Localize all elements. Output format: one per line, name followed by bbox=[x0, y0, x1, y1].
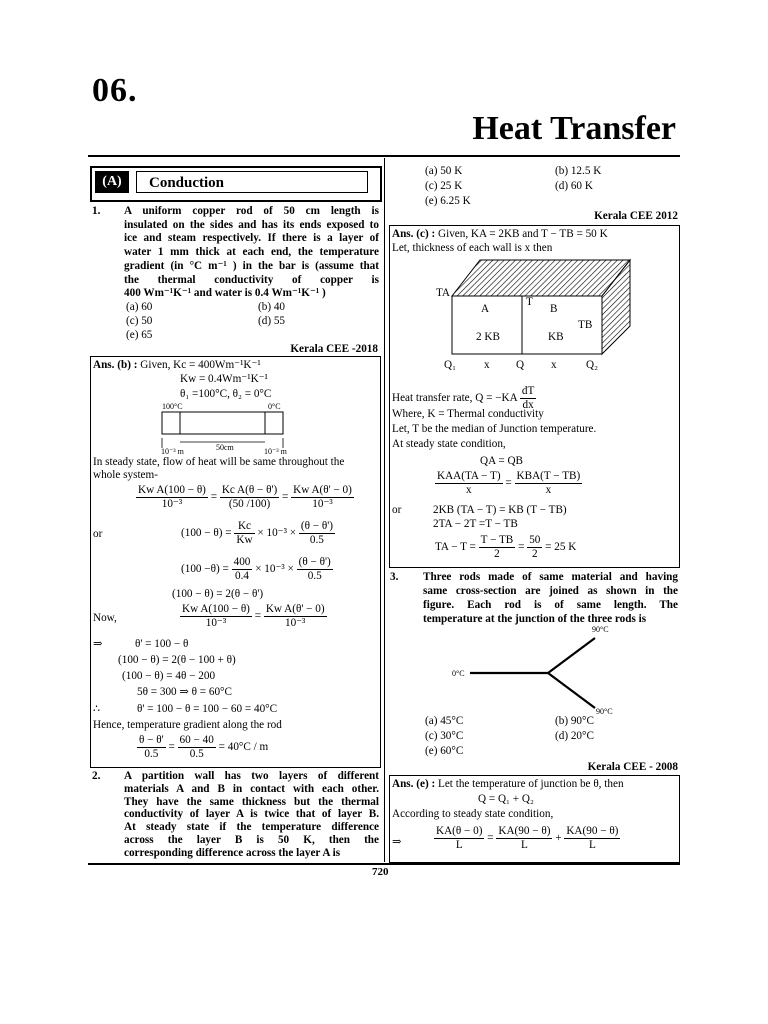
ans3-l1: Let the temperature of junction be θ, then bbox=[438, 778, 624, 790]
ans1-line-1 bbox=[93, 359, 261, 372]
section-heading bbox=[90, 166, 382, 202]
q1-line: gradient (in °C m⁻¹ ) in the bar is (assume that bbox=[124, 259, 379, 272]
q2-line: materials A and B in contact with each other. bbox=[124, 782, 379, 795]
wall-label-2KB: 2 KB bbox=[476, 331, 500, 343]
q3-line: figure. Each rod is of same length. The bbox=[423, 599, 678, 611]
q1-line: 400 Wm⁻¹K⁻¹ and water is 0.4 Wm⁻¹K⁻¹ ) bbox=[124, 287, 326, 300]
ans1-eq5: $\frac{\text{Kw A(100 − θ)}}{\text{10⁻³}}$ = $\frac{\text{Kw A(θ' − 0)}}{\text{10⁻³}}$ bbox=[182, 603, 325, 629]
q1-line: water 1 mm thick at each end, the temperature bbox=[124, 246, 379, 259]
q2-line: conductivity of layer A is twice that of layer B. bbox=[124, 808, 379, 821]
ans1-or: or bbox=[93, 528, 103, 540]
q1-option-d: (d) 55 bbox=[258, 315, 286, 327]
section-title: Conduction bbox=[136, 171, 368, 193]
q1-line: the thermal conductivity of copper is bbox=[124, 273, 379, 286]
ans2-let: Let, thickness of each wall is x then bbox=[392, 242, 553, 254]
q3-option-b: (b) 90°C bbox=[555, 715, 594, 727]
wall-label-TA: TA bbox=[436, 287, 451, 299]
ans2-eq2: 2KB (TA − T) = KB (T − TB) bbox=[433, 504, 567, 516]
wall-label-Q: Q bbox=[516, 359, 525, 371]
q3-option-e: (e) 60°C bbox=[425, 745, 464, 757]
ans3-arrow: ⇒ bbox=[392, 836, 402, 848]
q3-line: same cross-section are joined as shown in the bbox=[423, 585, 678, 597]
rod-length: 50cm bbox=[216, 443, 234, 452]
ans1-head: Ans. (b) : bbox=[93, 359, 138, 371]
ans2-given: Given, KA = 2KB and T − TB = 50 K bbox=[438, 228, 608, 240]
q2-line: A partition wall has two layers of different bbox=[124, 770, 379, 782]
q2-line: corresponding difference across the layer A is bbox=[124, 846, 341, 859]
rod-water-left: 10⁻³ m bbox=[161, 447, 184, 456]
ans1-eq1: $\frac{\text{Kw A(100 − θ)}}{\text{10⁻³}}$ = $\frac{\text{Kc A(θ − θ')}}{(50 /100)}$ = $\frac{\text{Kw A(θ' − 0)}}{\text{10⁻³}}$ bbox=[138, 484, 352, 510]
ans1-therefore: ∴ bbox=[93, 703, 101, 715]
q1-option-b: (b) 40 bbox=[258, 301, 286, 313]
ans1-eq2: (100 − θ) = $\frac{Kc}{Kw}$ × 10⁻³ × $\frac{(\theta - \theta')}{0.5}$ bbox=[181, 520, 333, 546]
q2-line: At steady state if the temperature difference bbox=[124, 821, 379, 834]
q2-option-b: (b) 12.5 K bbox=[555, 165, 602, 177]
ans2-where: Where, K = Thermal conductivity bbox=[392, 408, 544, 420]
q3-option-a: (a) 45°C bbox=[425, 715, 464, 727]
header-rule bbox=[88, 155, 680, 157]
q2-source: Kerala CEE 2012 bbox=[594, 210, 678, 222]
ans1-eq3: (100 −θ) = $\frac{400}{0.4}$ × 10⁻³ × $\frac{(\theta - \theta')}{0.5}$ bbox=[181, 556, 331, 582]
ans2-letT: Let, T be the median of Junction temperature. bbox=[392, 423, 597, 435]
rod-temp-left: 100°C bbox=[162, 402, 183, 411]
q3-source: Kerala CEE - 2008 bbox=[587, 761, 678, 773]
q2-option-a: (a) 50 K bbox=[425, 165, 463, 177]
ans1-eq11: $\frac{\theta - \theta'}{0.5}$ = $\frac{60 - 40}{0.5}$ = 40°C / m bbox=[139, 734, 269, 760]
q3-line: Three rods made of same material and having bbox=[423, 571, 678, 583]
chapter-title: Heat Transfer bbox=[472, 110, 676, 147]
ans1-eq6: θ' = 100 − θ bbox=[135, 638, 189, 650]
wall-label-T: T bbox=[526, 296, 533, 308]
ans3-head: Ans. (e) : bbox=[392, 778, 436, 790]
q1-number: 1. bbox=[92, 205, 101, 217]
q3-option-d: (d) 20°C bbox=[555, 730, 594, 742]
ans1-eq10: θ' = 100 − θ = 100 − 60 = 40°C bbox=[137, 703, 278, 715]
column-divider bbox=[384, 158, 385, 862]
junction-bottom-temp: 90°C bbox=[596, 707, 613, 716]
q2-option-e: (e) 6.25 K bbox=[425, 195, 471, 207]
ans1-now: Now, bbox=[93, 612, 117, 624]
ans2-eq4: TA − T = $\frac{T - TB}{2}$ = $\frac{50}{2}$ = 25 K bbox=[435, 534, 577, 560]
ans1-eq8: (100 − θ) = 4θ − 200 bbox=[122, 670, 216, 682]
q2-option-d: (d) 60 K bbox=[555, 180, 593, 192]
ans1-arrow: ⇒ bbox=[93, 638, 103, 650]
q3-line: temperature at the junction of the three rods is bbox=[423, 613, 647, 625]
q1-source: Kerala CEE -2018 bbox=[290, 343, 378, 355]
ans2-rate: Heat transfer rate, Q = −KA $\frac{dT}{dx}$ bbox=[392, 385, 535, 411]
q1-line: ice and steam respectively. If there is a layer of bbox=[124, 232, 379, 245]
ans2-eq1: $\frac{\text{KAA(TA − T)}}{x}$ = $\frac{\text{KBA(T − TB)}}{x}$ bbox=[437, 470, 581, 496]
wall-label-Q2: Q₂ bbox=[586, 359, 598, 371]
section-tag: (A) bbox=[95, 171, 129, 193]
ans3-l2: Q = Q₁ + Q₂ bbox=[478, 793, 534, 805]
q1-option-c: (c) 50 bbox=[126, 315, 153, 327]
ans1-eq4: (100 − θ) = 2(θ − θ') bbox=[172, 588, 264, 600]
wall-label-x2: x bbox=[551, 359, 557, 371]
ans1-given-3: θ₁ =100°C, θ₂ = 0°C bbox=[180, 388, 272, 400]
q3-option-c: (c) 30°C bbox=[425, 730, 464, 742]
rod-temp-right: 0°C bbox=[268, 402, 281, 411]
ans2-qaqb: QA = QB bbox=[480, 455, 523, 467]
q2-line: They have the same thickness but the thermal bbox=[124, 795, 379, 808]
junction-top-temp: 90°C bbox=[592, 625, 609, 634]
junction-left-temp: 0°C bbox=[452, 669, 465, 678]
rod-water-right: 10⁻³ m bbox=[264, 447, 287, 456]
wall-label-B: B bbox=[550, 303, 558, 315]
footer-rule bbox=[88, 863, 680, 865]
ans1-eq7: (100 − θ) = 2(θ − 100 + θ) bbox=[118, 654, 236, 666]
ans2-head: Ans. (c) : bbox=[392, 228, 436, 240]
q2-option-c: (c) 25 K bbox=[425, 180, 463, 192]
q1-option-e: (e) 65 bbox=[126, 329, 153, 341]
ans1-steady-2: whole system- bbox=[93, 469, 158, 481]
ans2-steady: At steady state condition, bbox=[392, 438, 506, 450]
ans1-given-2: Kw = 0.4Wm⁻¹K⁻¹ bbox=[180, 373, 268, 385]
ans2-line-1 bbox=[392, 228, 608, 241]
ans3-eq: $\frac{KA(\theta - 0)}{L}$ = $\frac{KA(90 - \theta)}{L}$ + $\frac{KA(90 - \theta)}{L}$ bbox=[436, 825, 619, 851]
q2-line: across the layer B is 50 K, then the bbox=[124, 834, 379, 846]
junction-figure bbox=[470, 630, 620, 715]
ans1-steady-1: In steady state, flow of heat will be same throughout the bbox=[93, 456, 345, 468]
wall-label-x1: x bbox=[484, 359, 490, 371]
ans1-hence: Hence, temperature gradient along the rod bbox=[93, 719, 282, 731]
wall-label-KB: KB bbox=[548, 331, 564, 343]
ans3-l3: According to steady state condition, bbox=[392, 808, 554, 820]
q2-number: 2. bbox=[92, 770, 101, 782]
ans1-given-1: Given, Kc = 400Wm⁻¹K⁻¹ bbox=[140, 359, 261, 371]
page-number: 720 bbox=[372, 866, 389, 878]
ans3-line-1 bbox=[392, 778, 624, 791]
ans1-eq9: 5θ = 300 ⇒ θ = 60°C bbox=[137, 686, 232, 698]
wall-figure bbox=[440, 256, 640, 362]
chapter-number: 06. bbox=[92, 72, 138, 109]
ans2-or: or bbox=[392, 504, 402, 516]
ans2-eq3: 2TA − 2T =T − TB bbox=[433, 518, 518, 530]
q1-line: A uniform copper rod of 50 cm length is bbox=[124, 205, 379, 217]
q3-number: 3. bbox=[390, 571, 399, 583]
q1-option-a: (a) 60 bbox=[126, 301, 153, 313]
q1-line: insulated on the sides and has its ends exposed to bbox=[124, 218, 379, 231]
wall-label-TB: TB bbox=[578, 319, 593, 331]
wall-label-Q1: Q₁ bbox=[444, 359, 456, 371]
wall-label-A: A bbox=[481, 303, 490, 315]
